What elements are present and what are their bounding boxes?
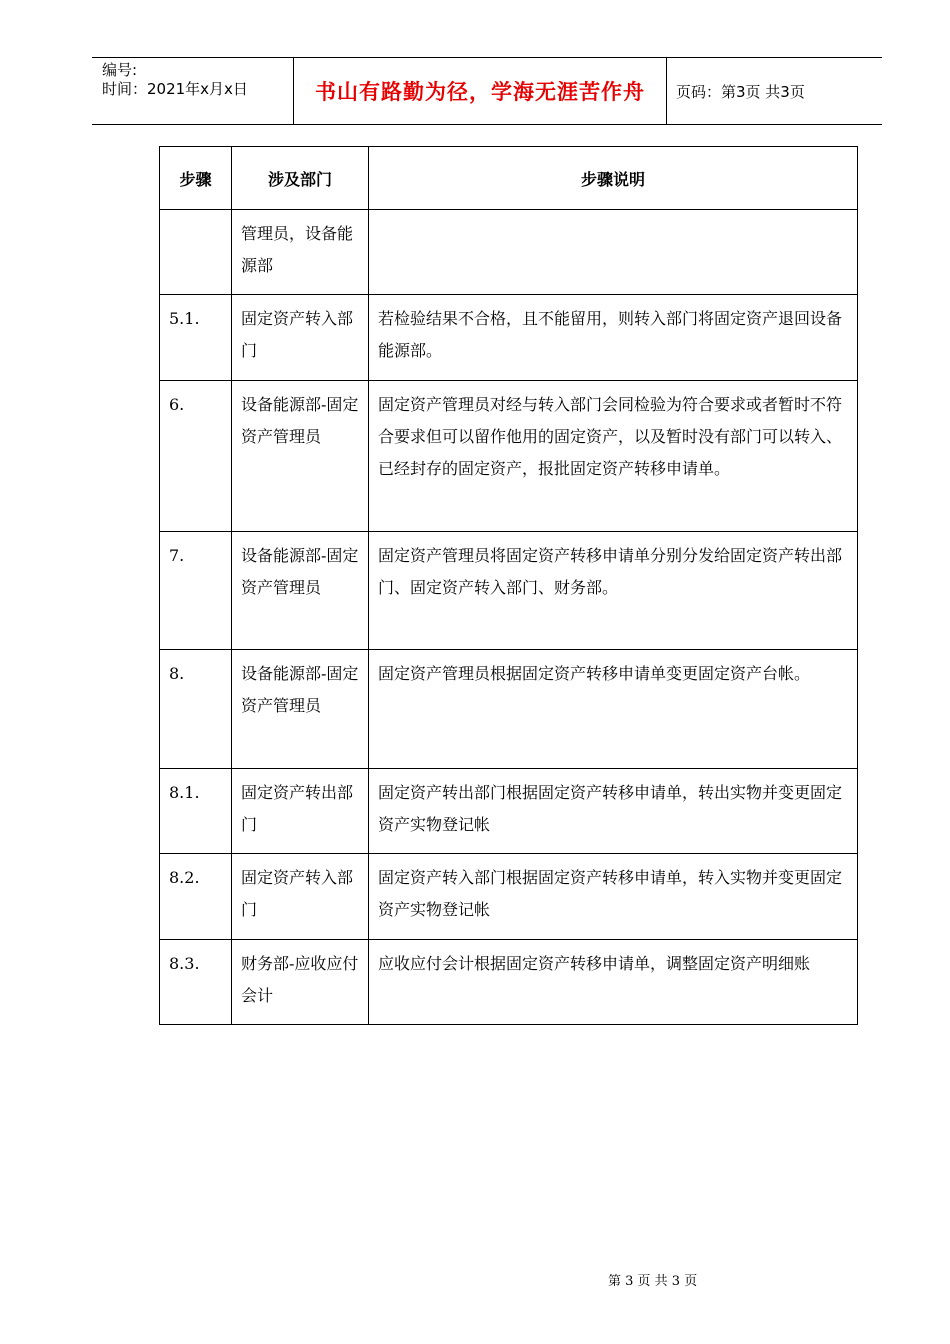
header-bottom-rule [92,124,882,125]
department-cell: 设备能源部-固定资产管理员 [232,381,369,532]
table-row [160,295,858,381]
description-cell: 固定资产管理员根据固定资产转移申请单变更固定资产台帐。 [369,650,858,769]
step-cell: 8.1. [160,769,232,854]
table-row [160,381,858,532]
column-header-step: 步骤 [160,147,232,210]
header-divider-left [293,57,294,124]
description-cell [369,210,858,295]
procedure-table [159,146,858,1025]
description-cell: 固定资产转出部门根据固定资产转移申请单，转出实物并变更固定资产实物登记帐 [369,769,858,854]
description-cell: 固定资产转入部门根据固定资产转移申请单，转入实物并变更固定资产实物登记帐 [369,854,858,940]
column-header-description: 步骤说明 [369,147,858,210]
table-row [160,210,858,295]
footer-page-number: 第 3 页 共 3 页 [608,1274,698,1289]
header-top-rule [92,57,882,58]
step-cell: 6. [160,381,232,532]
description-cell: 应收应付会计根据固定资产转移申请单，调整固定资产明细账 [369,940,858,1025]
step-cell [160,210,232,295]
document-number-label: 编号: [102,61,138,79]
department-cell: 管理员，设备能源部 [232,210,369,295]
table-row [160,650,858,769]
table-row [160,854,858,940]
step-cell: 8. [160,650,232,769]
document-date: 时间：2021年x月x日 [102,80,248,98]
table-row [160,940,858,1025]
department-cell: 设备能源部-固定资产管理员 [232,532,369,650]
table-row [160,769,858,854]
description-cell: 若检验结果不合格，且不能留用，则转入部门将固定资产退回设备能源部。 [369,295,858,381]
department-cell: 固定资产转入部门 [232,295,369,381]
department-cell: 财务部-应收应付会计 [232,940,369,1025]
column-header-department: 涉及部门 [232,147,369,210]
step-cell: 8.2. [160,854,232,940]
description-cell: 固定资产管理员对经与转入部门会同检验为符合要求或者暂时不符合要求但可以留作他用的固定资产，以及暂时没有部门可以转入、已经封存的固定资产，报批固定资产转移申请单。 [369,381,858,532]
header-divider-right [666,57,667,124]
department-cell: 固定资产转入部门 [232,854,369,940]
step-cell: 7. [160,532,232,650]
header-page-number: 页码：第3页 共3页 [676,83,805,101]
table-header-row [160,147,858,210]
department-cell: 设备能源部-固定资产管理员 [232,650,369,769]
step-cell: 5.1. [160,295,232,381]
description-cell: 固定资产管理员将固定资产转移申请单分别分发给固定资产转出部门、固定资产转入部门、财务部。 [369,532,858,650]
department-cell: 固定资产转出部门 [232,769,369,854]
step-cell: 8.3. [160,940,232,1025]
table-row [160,532,858,650]
header-motto: 书山有路勤为径，学海无涯苦作舟 [315,79,645,104]
